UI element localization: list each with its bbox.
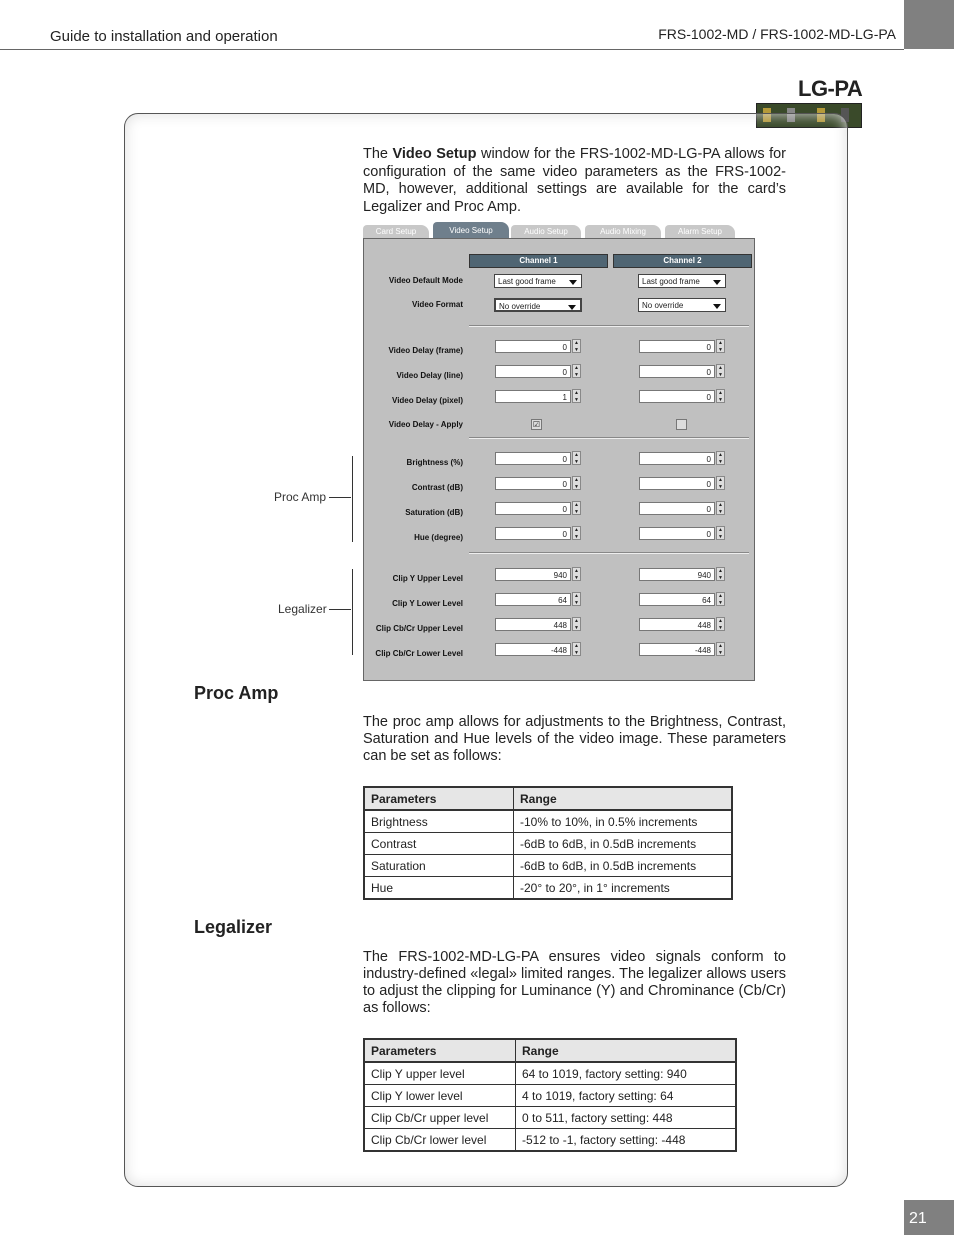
table-header: Range xyxy=(514,787,733,810)
label-contrast: Contrast (dB) xyxy=(411,483,463,492)
callout-proc-amp: Proc Amp xyxy=(274,490,327,504)
section-heading-proc-amp: Proc Amp xyxy=(194,683,279,703)
table-row: Hue -20° to 20°, in 1° increments xyxy=(364,877,732,900)
ch1-saturation-input[interactable]: 0 xyxy=(495,502,571,515)
table-header: Parameters xyxy=(364,1039,516,1062)
legalizer-paragraph: The FRS-1002-MD-LG-PA ensures video signals conform to industry-defined «legal» limited ranges. The legalizer allows users to adjust the clipping for Luminance (Y) and Chrominance (Cb/Cr) as follows: xyxy=(363,949,786,1016)
procamp-paragraph: The proc amp allows for adjustments to the Brightness, Contrast, Saturation and Hue levels of the video image. These parameters can be set as follows: xyxy=(363,714,786,764)
ch2-clip-cbcr-upper-input[interactable]: 448 xyxy=(639,618,715,631)
intro-paragraph: The Video Setup window for the FRS-1002-MD-LG-PA allows for configuration of the same video parameters as the FRS-1002-MD, however, additional settings are available for the card’s Legalizer and Proc Amp. xyxy=(363,146,787,215)
ch1-video-format-select[interactable]: No override xyxy=(494,298,582,312)
ch2-delay-frame-spinner[interactable]: ▲ ▼ xyxy=(716,339,725,353)
table-row: Brightness -10% to 10%, in 0.5% increments xyxy=(364,810,732,833)
ch1-saturation-spinner[interactable]: ▲ ▼ xyxy=(572,501,581,515)
ch1-contrast-input[interactable]: 0 xyxy=(495,477,571,490)
label-brightness: Brightness (%) xyxy=(406,458,463,467)
window-tabs xyxy=(363,222,754,239)
channel-2-header: Channel 2 xyxy=(613,254,752,268)
intro-bold: Video Setup xyxy=(392,146,477,162)
product-badge: LG-PA xyxy=(798,76,863,101)
ch2-delay-pixel-spinner[interactable]: ▲ ▼ xyxy=(716,389,725,403)
callout-line xyxy=(329,609,351,610)
ch1-delay-frame-spinner[interactable]: ▲ ▼ xyxy=(572,339,581,353)
label-delay-apply: Video Delay - Apply xyxy=(388,420,463,429)
ch1-clip-cbcr-lower-spinner[interactable]: ▲ ▼ xyxy=(572,642,581,656)
label-clip-cbcr-upper: Clip Cb/Cr Upper Level xyxy=(375,624,463,633)
label-hue: Hue (degree) xyxy=(414,533,463,542)
table-row: Clip Cb/Cr upper level 0 to 511, factory setting: 448 xyxy=(364,1107,736,1129)
ch1-brightness-input[interactable]: 0 xyxy=(495,452,571,465)
ch2-clip-y-upper-spinner[interactable]: ▲ ▼ xyxy=(716,567,725,581)
label-video-format: Video Format xyxy=(412,300,463,309)
label-saturation: Saturation (dB) xyxy=(405,508,463,517)
video-setup-window xyxy=(363,238,755,681)
ch1-clip-cbcr-upper-input[interactable]: 448 xyxy=(495,618,571,631)
ch1-brightness-spinner[interactable]: ▲ ▼ xyxy=(572,451,581,465)
header-right-title: FRS-1002-MD / FRS-1002-MD-LG-PA xyxy=(658,26,896,42)
channel-1-header: Channel 1 xyxy=(469,254,608,268)
ch1-contrast-spinner[interactable]: ▲ ▼ xyxy=(572,476,581,490)
separator xyxy=(469,552,749,554)
ch2-clip-y-lower-spinner[interactable]: ▲ ▼ xyxy=(716,592,725,606)
table-header: Range xyxy=(516,1039,737,1062)
tab-video-setup[interactable]: Video Setup xyxy=(433,222,509,239)
table-row: Clip Cb/Cr lower level -512 to -1, factory setting: -448 xyxy=(364,1129,736,1152)
procamp-table xyxy=(363,786,733,900)
table-row: Saturation -6dB to 6dB, in 0.5dB increments xyxy=(364,855,732,877)
tab-audio-mixing[interactable]: Audio Mixing xyxy=(585,225,661,239)
label-clip-y-lower: Clip Y Lower Level xyxy=(392,599,463,608)
ch1-delay-apply-checkbox[interactable]: ☑ xyxy=(532,420,541,429)
ch1-clip-cbcr-upper-spinner[interactable]: ▲ ▼ xyxy=(572,617,581,631)
separator xyxy=(469,325,749,327)
tab-card-setup[interactable]: Card Setup xyxy=(363,225,429,239)
ch1-clip-cbcr-lower-input[interactable]: -448 xyxy=(495,643,571,656)
ch2-brightness-spinner[interactable]: ▲ ▼ xyxy=(716,451,725,465)
table-row: Clip Y lower level 4 to 1019, factory setting: 64 xyxy=(364,1085,736,1107)
ch1-delay-pixel-spinner[interactable]: ▲ ▼ xyxy=(572,389,581,403)
ch1-clip-y-upper-input[interactable]: 940 xyxy=(495,568,571,581)
tab-alarm-setup[interactable]: Alarm Setup xyxy=(665,225,735,239)
separator xyxy=(469,437,749,439)
ch2-clip-cbcr-upper-spinner[interactable]: ▲ ▼ xyxy=(716,617,725,631)
ch2-video-format-select[interactable]: No override xyxy=(638,298,726,312)
ch2-delay-line-spinner[interactable]: ▲ ▼ xyxy=(716,364,725,378)
ch2-hue-input[interactable]: 0 xyxy=(639,527,715,540)
table-row: Contrast -6dB to 6dB, in 0.5dB increments xyxy=(364,833,732,855)
label-video-default-mode: Video Default Mode xyxy=(388,276,463,285)
callout-line xyxy=(329,497,351,498)
ch1-hue-input[interactable]: 0 xyxy=(495,527,571,540)
ch2-clip-cbcr-lower-input[interactable]: -448 xyxy=(639,643,715,656)
label-clip-y-upper: Clip Y Upper Level xyxy=(392,574,463,583)
callout-bracket xyxy=(352,456,353,542)
callout-bracket xyxy=(352,569,353,655)
ch1-clip-y-upper-spinner[interactable]: ▲ ▼ xyxy=(572,567,581,581)
ch2-delay-line-input[interactable]: 0 xyxy=(639,365,715,378)
ch2-hue-spinner[interactable]: ▲ ▼ xyxy=(716,526,725,540)
ch2-contrast-spinner[interactable]: ▲ ▼ xyxy=(716,476,725,490)
ch1-default-mode-select[interactable]: Last good frame xyxy=(494,274,582,288)
ch1-clip-y-lower-spinner[interactable]: ▲ ▼ xyxy=(572,592,581,606)
ch2-clip-cbcr-lower-spinner[interactable]: ▲ ▼ xyxy=(716,642,725,656)
ch2-contrast-input[interactable]: 0 xyxy=(639,477,715,490)
ch2-delay-pixel-input[interactable]: 0 xyxy=(639,390,715,403)
callout-legalizer: Legalizer xyxy=(278,602,327,616)
label-delay-frame: Video Delay (frame) xyxy=(388,346,463,355)
ch2-saturation-spinner[interactable]: ▲ ▼ xyxy=(716,501,725,515)
ch2-saturation-input[interactable]: 0 xyxy=(639,502,715,515)
ch1-delay-pixel-input[interactable]: 1 xyxy=(495,390,571,403)
table-header: Parameters xyxy=(364,787,514,810)
ch2-delay-apply-checkbox[interactable] xyxy=(676,419,687,430)
header-rule xyxy=(0,49,904,50)
ch1-delay-line-input[interactable]: 0 xyxy=(495,365,571,378)
corner-tab xyxy=(904,0,954,49)
ch2-clip-y-upper-input[interactable]: 940 xyxy=(639,568,715,581)
legalizer-table xyxy=(363,1038,737,1152)
ch2-clip-y-lower-input[interactable]: 64 xyxy=(639,593,715,606)
label-delay-line: Video Delay (line) xyxy=(396,371,463,380)
label-clip-cbcr-lower: Clip Cb/Cr Lower Level xyxy=(375,649,463,658)
ch2-brightness-input[interactable]: 0 xyxy=(639,452,715,465)
tab-audio-setup[interactable]: Audio Setup xyxy=(511,225,581,239)
section-heading-legalizer: Legalizer xyxy=(194,917,273,937)
ch2-default-mode-select[interactable]: Last good frame xyxy=(638,274,726,288)
ch1-delay-line-spinner[interactable]: ▲ ▼ xyxy=(572,364,581,378)
header-left-title: Guide to installation and operation xyxy=(50,28,278,45)
ch1-delay-frame-input[interactable]: 0 xyxy=(495,340,571,353)
label-delay-pixel: Video Delay (pixel) xyxy=(392,396,463,405)
page-number: 21 xyxy=(904,1200,954,1235)
table-row: Clip Y upper level 64 to 1019, factory setting: 940 xyxy=(364,1062,736,1085)
ch1-hue-spinner[interactable]: ▲ ▼ xyxy=(572,526,581,540)
ch2-delay-frame-input[interactable]: 0 xyxy=(639,340,715,353)
ch1-clip-y-lower-input[interactable]: 64 xyxy=(495,593,571,606)
